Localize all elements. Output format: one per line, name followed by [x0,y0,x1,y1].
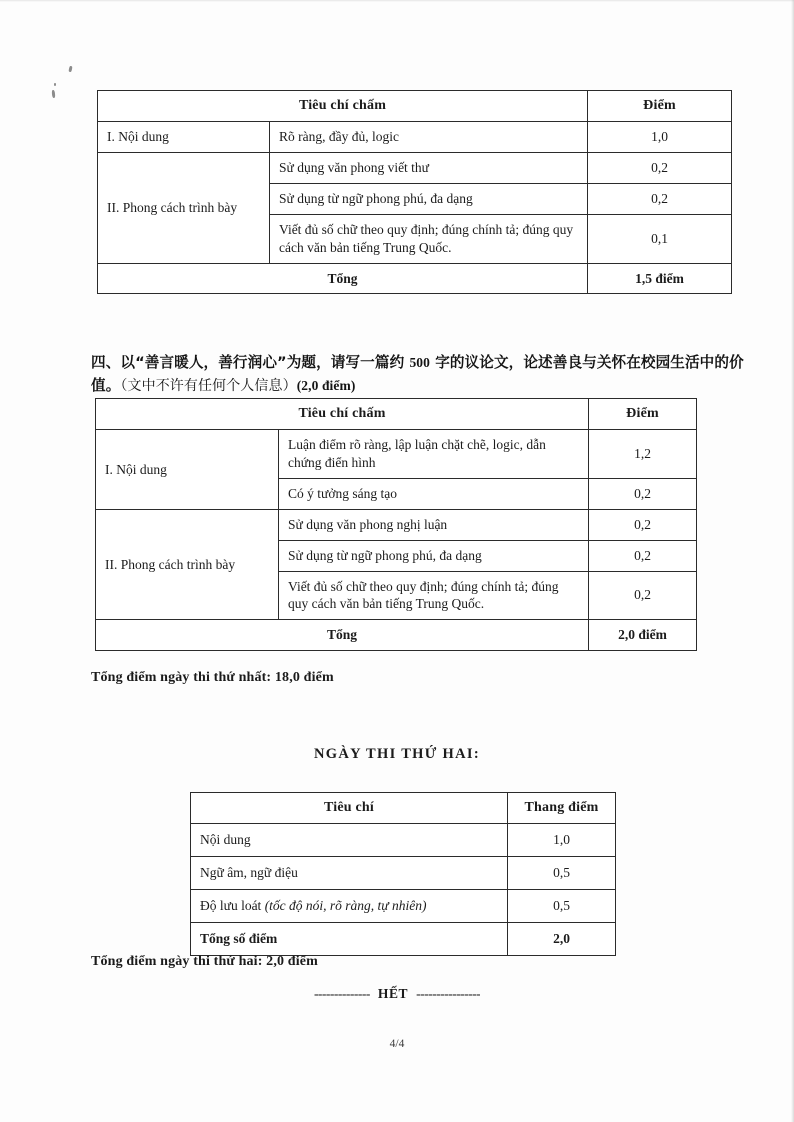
column-header-score: Điểm [589,399,697,430]
score-cell: 0,2 [589,509,697,540]
column-header-criterion: Tiêu chí chấm [96,399,589,430]
column-header-criterion: Tiêu chí [191,793,508,824]
end-dashes-left: -------------- [313,986,370,1001]
criterion-cell: Viết đủ số chữ theo quy định; đúng chính tả; đúng quy cách văn bản tiếng Trung Quốc. [270,214,588,263]
prompt-text-part1: 四、以“善言暖人，善行润心”为题，请写一篇约 [91,353,410,371]
table-total-row [191,922,616,955]
score-cell: 1,2 [589,430,697,479]
score-cell: 0,2 [588,184,732,215]
table-row [191,824,616,857]
table-row [98,122,732,153]
rubric-table-letter [97,90,732,294]
table-row [96,430,697,479]
table-row [191,857,616,890]
total-score: 2,0 [508,922,616,955]
table-header-row [191,793,616,824]
criterion-main: Độ lưu loát [200,898,265,914]
total-label: Tổng [98,263,588,294]
prompt-score: (2,0 điểm) [296,378,356,394]
section-label-content: I. Nội dung [98,122,270,153]
criterion-cell: Sử dụng từ ngữ phong phú, đa dạng [270,184,588,215]
rubric-table-essay-wrapper [95,398,696,651]
rubric-table-speaking [190,792,616,956]
criterion-cell [191,890,508,923]
essay-prompt-four [91,351,767,398]
end-marker [0,986,794,1002]
day-two-heading: NGÀY THI THỨ HAI: [314,746,480,762]
table-header-row [96,399,697,430]
score-cell: 0,1 [588,214,732,263]
score-cell: 0,2 [589,479,697,510]
criterion-cell: Viết đủ số chữ theo quy định; đúng chính tả; đúng quy cách văn bản tiếng Trung Quốc. [279,571,589,620]
prompt-word-count: 500 [409,354,431,370]
prompt-note: （文中不许有任何个人信息） [120,378,297,395]
table-total-row [96,620,697,651]
score-cell: 0,2 [589,571,697,620]
rubric-table-speaking-wrapper [190,792,615,956]
criterion-cell: Rõ ràng, đầy đủ, logic [270,122,588,153]
total-score: 2,0 điểm [589,620,697,651]
score-cell: 0,5 [508,857,616,890]
column-header-score: Điểm [588,91,732,122]
criterion-cell: Có ý tưởng sáng tạo [279,479,589,510]
table-row [96,509,697,540]
page-number: 4/4 [389,1038,405,1050]
rubric-table-letter-wrapper [97,90,731,294]
scan-speck [54,83,56,86]
total-label: Tổng [96,620,589,651]
table-header-row [98,91,732,122]
table-row [98,153,732,184]
criterion-cell: Sử dụng từ ngữ phong phú, đa dạng [279,540,589,571]
criterion-detail: (tốc độ nói, rõ ràng, tự nhiên) [264,898,427,914]
rubric-table-essay [95,398,697,651]
table-total-row [98,263,732,294]
criterion-cell: Sử dụng văn phong viết thư [270,153,588,184]
score-cell: 1,0 [508,824,616,857]
total-day-two-text: Tổng điểm ngày thi thứ hai: 2,0 điểm [91,954,318,969]
criterion-cell: Sử dụng văn phong nghị luận [279,509,589,540]
score-cell: 0,5 [508,890,616,923]
section-label-style: II. Phong cách trình bày [96,509,279,619]
score-cell: 1,0 [588,122,732,153]
criterion-cell: Nội dung [191,824,508,857]
section-label-content: I. Nội dung [96,430,279,509]
end-label: HẾT [377,986,409,1001]
score-cell: 0,2 [589,540,697,571]
scan-edge-top [0,0,794,2]
criterion-cell: Luận điểm rõ ràng, lập luận chặt chẽ, logic, dẫn chứng điển hình [279,430,589,479]
total-score: 1,5 điểm [588,263,732,294]
total-label: Tổng số điểm [191,922,508,955]
column-header-score: Thang điểm [508,793,616,824]
section-label-style: II. Phong cách trình bày [98,153,270,263]
end-dashes-right: ---------------- [416,986,481,1001]
scan-speck [52,90,56,98]
scan-speck [68,66,72,72]
table-row [191,890,616,923]
column-header-criterion: Tiêu chí chấm [98,91,588,122]
total-day-one-text: Tổng điểm ngày thi thứ nhất: 18,0 điểm [91,670,334,685]
prompt-text-part2: 字的议论文，论述善良与关怀在校园生活中的价值。 [91,353,744,395]
score-cell: 0,2 [588,153,732,184]
criterion-cell: Ngữ âm, ngữ điệu [191,857,508,890]
